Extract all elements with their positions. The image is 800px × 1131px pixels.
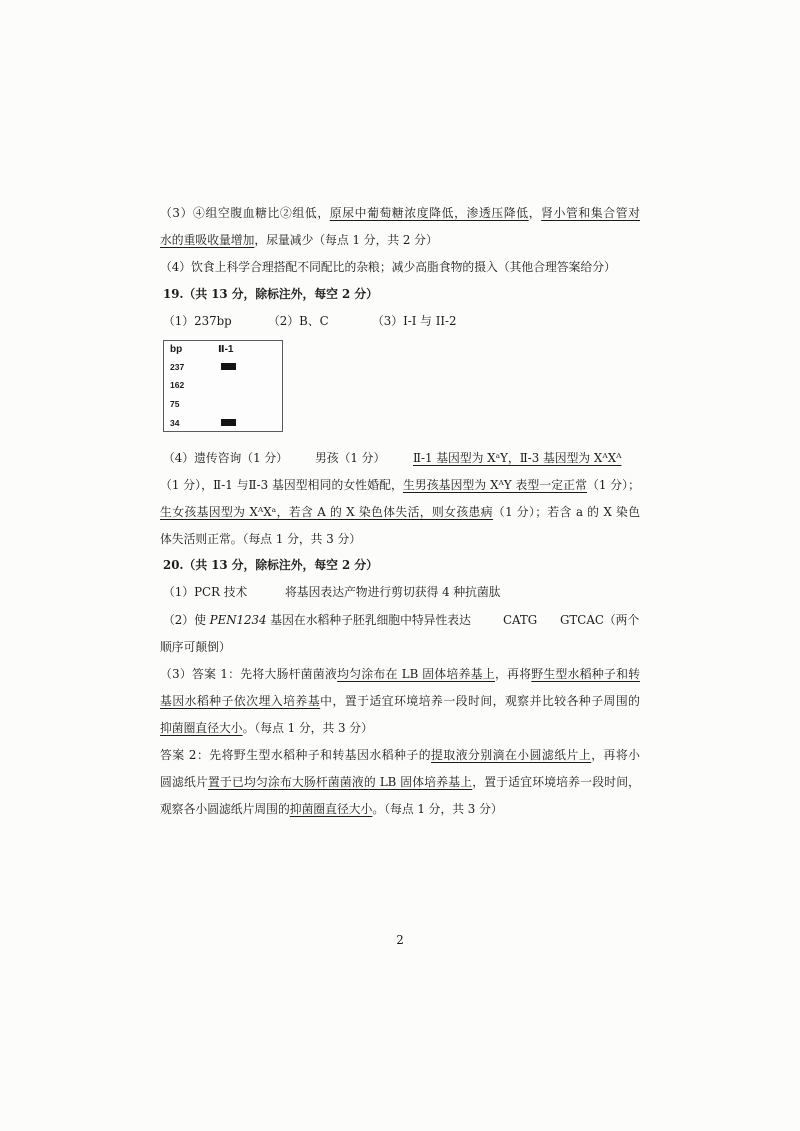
q20-item3-line1 (160, 665, 640, 683)
text: （1）PCR 技术 (163, 585, 248, 599)
text: ， (528, 206, 542, 220)
q18-item4: （4）饮食上科学合理搭配不同配比的杂粮；减少高脂食物的摄入（其他合理答案给分） (160, 260, 616, 274)
text: （3）答案 1：先将大肠杆菌菌液 (160, 667, 338, 681)
gel-size-label: 237 (170, 362, 185, 372)
underlined-text: 基因水稻种子依次埋入培养基 (160, 694, 321, 708)
underlined-text: 抑菌圈直径大小 (160, 721, 243, 735)
q19-answer-3: （3）I-I 与 II-2 (372, 314, 457, 328)
q20-item2-line2: 顺序可颠倒） (160, 640, 231, 654)
q19-item4-line2 (160, 476, 640, 494)
text: 圆滤纸片 (160, 775, 208, 789)
text: 。（每点 1 分，共 3 分） (242, 721, 373, 735)
text: （1 分），Ⅱ-1 与Ⅱ-3 基因型相同的女性婚配， (160, 478, 403, 492)
q19-heading: 19.（共 13 分，除标注外，每空 2 分） (163, 287, 378, 301)
gel-band (221, 363, 236, 370)
q20-item3-line2 (160, 692, 640, 710)
text: 。（每点 1 分，共 3 分） (372, 802, 503, 816)
q18-item3-line1 (160, 204, 640, 222)
q20-answer2-line1 (160, 746, 640, 764)
text: （4）遗传咨询（1 分） (163, 451, 288, 465)
text: （2）使 (163, 613, 210, 627)
sequence-answer: CATG (503, 613, 538, 627)
q20-heading: 20.（共 13 分，除标注外，每空 2 分） (163, 558, 378, 572)
q20-item2-line1 (160, 611, 640, 629)
gel-size-label: 162 (170, 380, 185, 390)
q20-item3-line3 (160, 719, 373, 737)
gel-size-label: 34 (170, 418, 180, 428)
q19-answer-2: （2）B、C (268, 314, 329, 328)
q19-item4-line3 (160, 503, 640, 521)
text: ，尿量减少（每点 1 分，共 2 分） (254, 233, 438, 247)
text: 男孩（1 分） (315, 451, 386, 465)
gel-band (221, 419, 236, 426)
underlined-text: 置于已均匀涂布大肠杆菌菌液的 LB 固体培养基上 (207, 775, 473, 789)
text: 基因在水稻种子胚乳细胞中特异性表达 (266, 613, 471, 627)
text: 中，置于适宜环境培养一段时间，观察并比较各种子周围的 (320, 694, 640, 708)
underlined-text: 水的重吸收量增加 (160, 233, 255, 247)
page-number: 2 (396, 933, 404, 947)
text: ，再将 (494, 667, 532, 681)
text (163, 611, 471, 629)
underlined-text: 均匀涂布在 LB 固体培养基上 (337, 667, 495, 681)
q20-answer2-line3 (160, 800, 503, 818)
underlined-text: 野生型水稻种子和转 (531, 667, 640, 681)
q19-short-answers (160, 312, 640, 330)
q20-answer2-line2 (160, 773, 640, 791)
electrophoresis-gel-figure (163, 340, 283, 432)
q20-item1 (160, 583, 640, 601)
text: 答案 2：先将野生型水稻种子和转基因水稻种子的 (160, 748, 432, 762)
gel-unit-label: bp (170, 344, 183, 355)
underlined-text: 原尿中葡萄糖浓度降低，渗透压降低 (329, 206, 529, 220)
text: ，再将小 (591, 748, 640, 762)
text: （3）④组空腹血糖比②组低， (160, 206, 330, 220)
text: 观察各小圆滤纸片周围的 (160, 802, 290, 816)
text: （1 分）；若含 a 的 X 染色 (492, 505, 640, 519)
underlined-text: 提取液分别滴在小圆滤纸片上 (431, 748, 592, 762)
gel-lane-label: Ⅱ-1 (218, 344, 234, 355)
text: ，置于适宜环境培养一段时间， (472, 775, 640, 789)
gene-name: PEN1234 (209, 613, 267, 627)
q19-answer-1: （1）237bp (163, 314, 232, 328)
gel-size-label: 75 (170, 399, 180, 409)
text: （1 分）； (587, 478, 640, 492)
underlined-text: 生男孩基因型为 XᴬY 表型一定正常 (402, 478, 587, 492)
underlined-text: 抑菌圈直径大小 (289, 802, 373, 816)
text: 将基因表达产物进行剪切获得 4 种抗菌肽 (285, 585, 501, 599)
sequence-answer: GTCAC（两个 (560, 613, 640, 627)
q19-item4-line1 (160, 449, 640, 467)
underlined-text: 生女孩基因型为 XᴬXᵃ，若含 A 的 X 染色体失活，则女孩患病 (160, 505, 493, 519)
q18-item3-line2 (160, 231, 438, 249)
underlined-text: Ⅱ-1 基因型为 XᵃY，Ⅱ-3 基因型为 XᴬXᴬ (413, 451, 622, 465)
underlined-text: 肾小管和集合管对 (541, 206, 640, 220)
q19-item4-line4: 体失活则正常。（每点 1 分，共 3 分） (160, 532, 362, 546)
